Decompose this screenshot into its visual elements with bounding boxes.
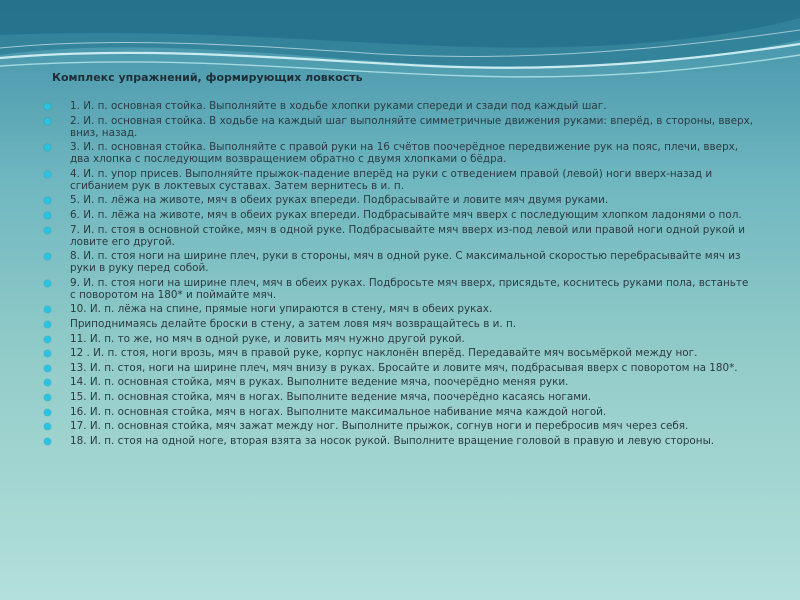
list-item-text: 17. И. п. основная стойка, мяч зажат между ног. Выполните прыжок, согнув ноги и перебросив мяч через себя. xyxy=(70,420,689,433)
list-item-text: 10. И. п. лёжа на спине, прямые ноги упираются в стену, мяч в обеих руках. xyxy=(70,303,493,316)
circle-bullet-icon xyxy=(44,394,51,401)
circle-bullet-icon xyxy=(44,118,51,125)
slide-title: Комплекс упражнений, формирующих ловкость xyxy=(52,71,363,84)
list-item xyxy=(40,194,755,206)
list-item-text: 6. И. п. лёжа на животе, мяч в обеих руках впереди. Подбрасывайте мяч вверх с последующим хлопком ладонями о пол. xyxy=(70,208,742,221)
circle-bullet-icon xyxy=(44,171,51,178)
list-item xyxy=(40,420,755,432)
list-item-text: 7. И. п. стоя в основной стойке, мяч в одной руке. Подбрасывайте мяч вверх из-под левой или правой ноги одной рукой и ловите его другой. xyxy=(70,223,745,248)
list-item-text: Приподнимаясь делайте броски в стену, а затем ловя мяч возвращайтесь в и. п. xyxy=(70,317,517,330)
list-item xyxy=(40,209,755,221)
circle-bullet-icon xyxy=(44,409,51,416)
list-item-text: 1. И. п. основная стойка. Выполняйте в ходьбе хлопки руками спереди и сзади под каждый шаг. xyxy=(70,100,607,112)
list-item xyxy=(40,250,755,274)
list-item xyxy=(40,277,755,301)
circle-bullet-icon xyxy=(44,336,51,343)
list-item xyxy=(40,318,755,330)
list-item xyxy=(40,333,755,345)
list-item-text: 11. И. п. то же, но мяч в одной руке, и ловить мяч нужно другой рукой. xyxy=(70,332,465,345)
list-item-text: 15. И. п. основная стойка, мяч в ногах. Выполните ведение мяча, поочерёдно касаясь ногами. xyxy=(70,390,592,403)
list-item xyxy=(40,168,755,192)
list-item xyxy=(40,224,755,248)
circle-bullet-icon xyxy=(44,197,51,204)
circle-bullet-icon xyxy=(44,365,51,372)
circle-bullet-icon xyxy=(44,423,51,430)
circle-bullet-icon xyxy=(44,253,51,260)
list-item-text: 14. И. п. основная стойка, мяч в руках. Выполните ведение мяча, поочерёдно меняя руки. xyxy=(70,376,569,389)
circle-bullet-icon xyxy=(44,280,51,287)
list-item-text: 2. И. п. основная стойка. В ходьбе на каждый шаг выполняйте симметричные движения руками: вперёд, в стороны, вверх, вниз, назад. xyxy=(70,114,754,139)
list-item-text: 16. И. п. основная стойка, мяч в ногах. Выполните максимальное набивание мяча каждой ногой. xyxy=(70,405,607,418)
circle-bullet-icon xyxy=(44,227,51,234)
list-item-text: 3. И. п. основная стойка. Выполняйте с правой руки на 16 счётов поочерёдное передвижение рук на пояс, плечи, вверх, два хлопка с последующим возвращением обратно с двумя хлопками о бёдра. xyxy=(70,141,739,166)
list-item-text: 5. И. п. лёжа на животе, мяч в обеих руках впереди. Подбрасывайте и ловите мяч двумя руками. xyxy=(70,194,609,207)
list-item-text: 12 . И. п. стоя, ноги врозь, мяч в правой руке, корпус наклонён вперёд. Передавайте мяч восьмёркой между ног. xyxy=(70,347,698,360)
circle-bullet-icon xyxy=(44,103,51,110)
list-item xyxy=(40,376,755,388)
list-item xyxy=(40,303,755,315)
list-item-text: 18. И. п. стоя на одной ноге, вторая взята за носок рукой. Выполните вращение головой в правую и левую стороны. xyxy=(70,434,715,447)
list-item xyxy=(40,362,755,374)
circle-bullet-icon xyxy=(44,379,51,386)
list-item xyxy=(40,391,755,403)
list-item xyxy=(40,435,755,447)
circle-bullet-icon xyxy=(44,321,51,328)
circle-bullet-icon xyxy=(44,438,51,445)
list-item xyxy=(40,100,755,112)
circle-bullet-icon xyxy=(44,350,51,357)
circle-bullet-icon xyxy=(44,144,51,151)
list-item xyxy=(40,406,755,418)
exercise-list xyxy=(40,100,755,449)
circle-bullet-icon xyxy=(44,212,51,219)
list-item-text: 9. И. п. стоя ноги на ширине плеч, мяч в обеих руках. Подбросьте мяч вверх, присядьте, коснитесь руками пола, встаньте с поворотом на 180* и поймайте мяч. xyxy=(70,276,749,301)
list-item-text: 4. И. п. упор присев. Выполняйте прыжок-падение вперёд на руки с отведением правой (левой) ноги вверх-назад и сгибанием рук в локтевых суставах. Затем вернитесь в и. п. xyxy=(70,167,713,192)
circle-bullet-icon xyxy=(44,306,51,313)
list-item-text: 8. И. п. стоя ноги на ширине плеч, руки в стороны, мяч в одной руке. С максимальной скоростью перебрасывайте мяч из руки в руку перед собой. xyxy=(70,250,741,275)
list-item xyxy=(40,115,755,139)
list-item-text: 13. И. п. стоя, ноги на ширине плеч, мяч внизу в руках. Бросайте и ловите мяч, подбрасывая вверх с поворотом на 180*. xyxy=(70,361,738,374)
list-item xyxy=(40,347,755,359)
list-item xyxy=(40,141,755,165)
